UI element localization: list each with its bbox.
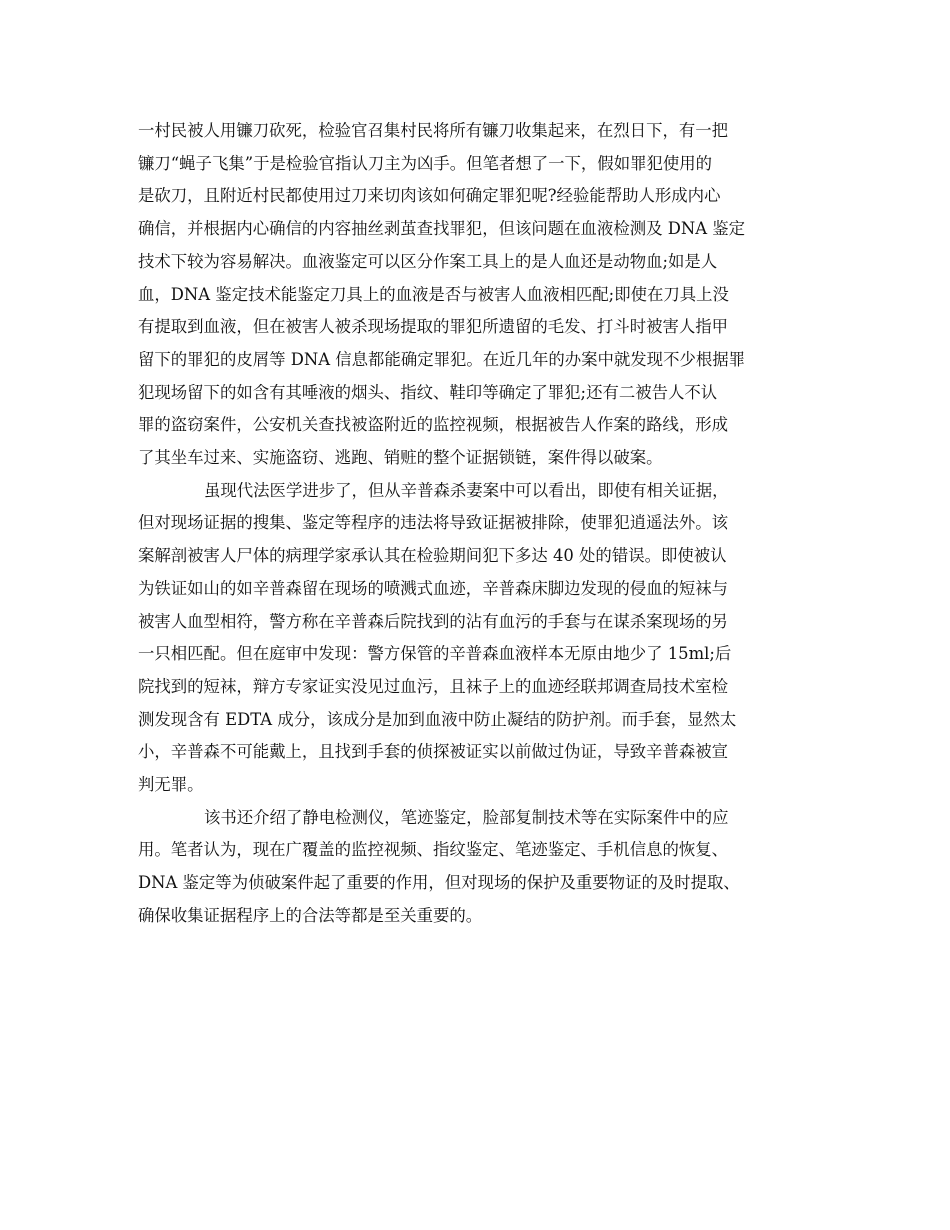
paragraph-line: 犯现场留下的如含有其唾液的烟头、指纹、鞋印等确定了罪犯;还有二被告人不认 [138,382,718,402]
paragraph-line: DNA 鉴定等为侦破案件起了重要的作用，但对现场的保护及重要物证的及时提取、 [138,873,740,893]
paragraph-line: 留下的罪犯的皮屑等 DNA 信息都能确定罪犯。在近几年的办案中就发现不少根据罪 [138,349,746,369]
paragraph-line: 罪的盗窃案件，公安机关查找被盗附近的监控视频，根据被告人作案的路线，形成 [138,415,729,435]
paragraph-line: 了其坐车过来、实施盗窃、逃跑、销赃的整个证据锁链，案件得以破案。 [138,448,663,468]
paragraph-line: 该书还介绍了静电检测仪，笔迹鉴定，脸部复制技术等在实际案件中的应 [204,807,729,827]
paragraph-line: 技术下较为容易解决。血液鉴定可以区分作案工具上的是人血还是动物血;如是人 [138,251,718,271]
paragraph-line: 镰刀“蝇子飞集”于是检验官指认刀主为凶手。但笔者想了一下，假如罪犯使用的 [138,153,713,173]
paragraph-line: 血，DNA 鉴定技术能鉴定刀具上的血液是否与被害人血液相匹配;即使在刀具上没 [138,284,729,304]
paragraph-line: 有提取到血液，但在被害人被杀现场提取的罪犯所遗留的毛发、打斗时被害人指甲 [138,317,729,337]
paragraph-line: 被害人血型相符，警方称在辛普森后院找到的沾有血污的手套与在谋杀案现场的另 [138,611,729,631]
paragraph-line: 一村民被人用镰刀砍死，检验官召集村民将所有镰刀收集起来，在烈日下，有一把 [138,121,729,140]
document-body [138,115,828,933]
paragraph-line: 但对现场证据的搜集、鉴定等程序的违法将导致证据被排除，使罪犯逍遥法外。该 [138,513,729,533]
paragraph-line: 是砍刀，且附近村民都使用过刀来切肉该如何确定罪犯呢?经验能帮助人形成内心 [138,186,721,206]
paragraph-line: 小，辛普森不可能戴上，且找到手套的侦探被证实以前做过伪证，导致辛普森被宣 [138,742,729,762]
paragraph-line: 案解剖被害人尸体的病理学家承认其在检验期间犯下多达 40 处的错误。即使被认 [138,546,727,566]
paragraph-line: 院找到的短袜，辩方专家证实没见过血污，且袜子上的血迹经联邦调查局技术室检 [138,676,729,696]
paragraph-line: 确保收集证据程序上的合法等都是至关重要的。 [138,905,483,925]
paragraph-1 [138,115,828,475]
paragraph-line: 虽现代法医学进步了，但从辛普森杀妻案中可以看出，即使有相关证据， [204,480,729,500]
paragraph-line: 用。笔者认为，现在广覆盖的监控视频、指纹鉴定、笔迹鉴定、手机信息的恢复、 [138,840,729,860]
paragraph-line: 为铁证如山的如辛普森留在现场的喷溅式血迹，辛普森床脚边发现的侵血的短袜与 [138,578,729,598]
paragraph-line: 测发现含有 EDTA 成分，该成分是加到血液中防止凝结的防护剂。而手套，显然太 [138,709,737,729]
paragraph-line: 判无罪。 [138,775,204,795]
paragraph-line: 一只相匹配。但在庭审中发现：警方保管的辛普森血液样本无原由地少了 15ml;后 [138,644,732,664]
paragraph-2 [138,475,828,802]
paragraph-3 [138,802,828,933]
paragraph-line: 确信，并根据内心确信的内容抽丝剥茧查找罪犯，但该问题在血液检测及 DNA 鉴定 [138,219,746,239]
